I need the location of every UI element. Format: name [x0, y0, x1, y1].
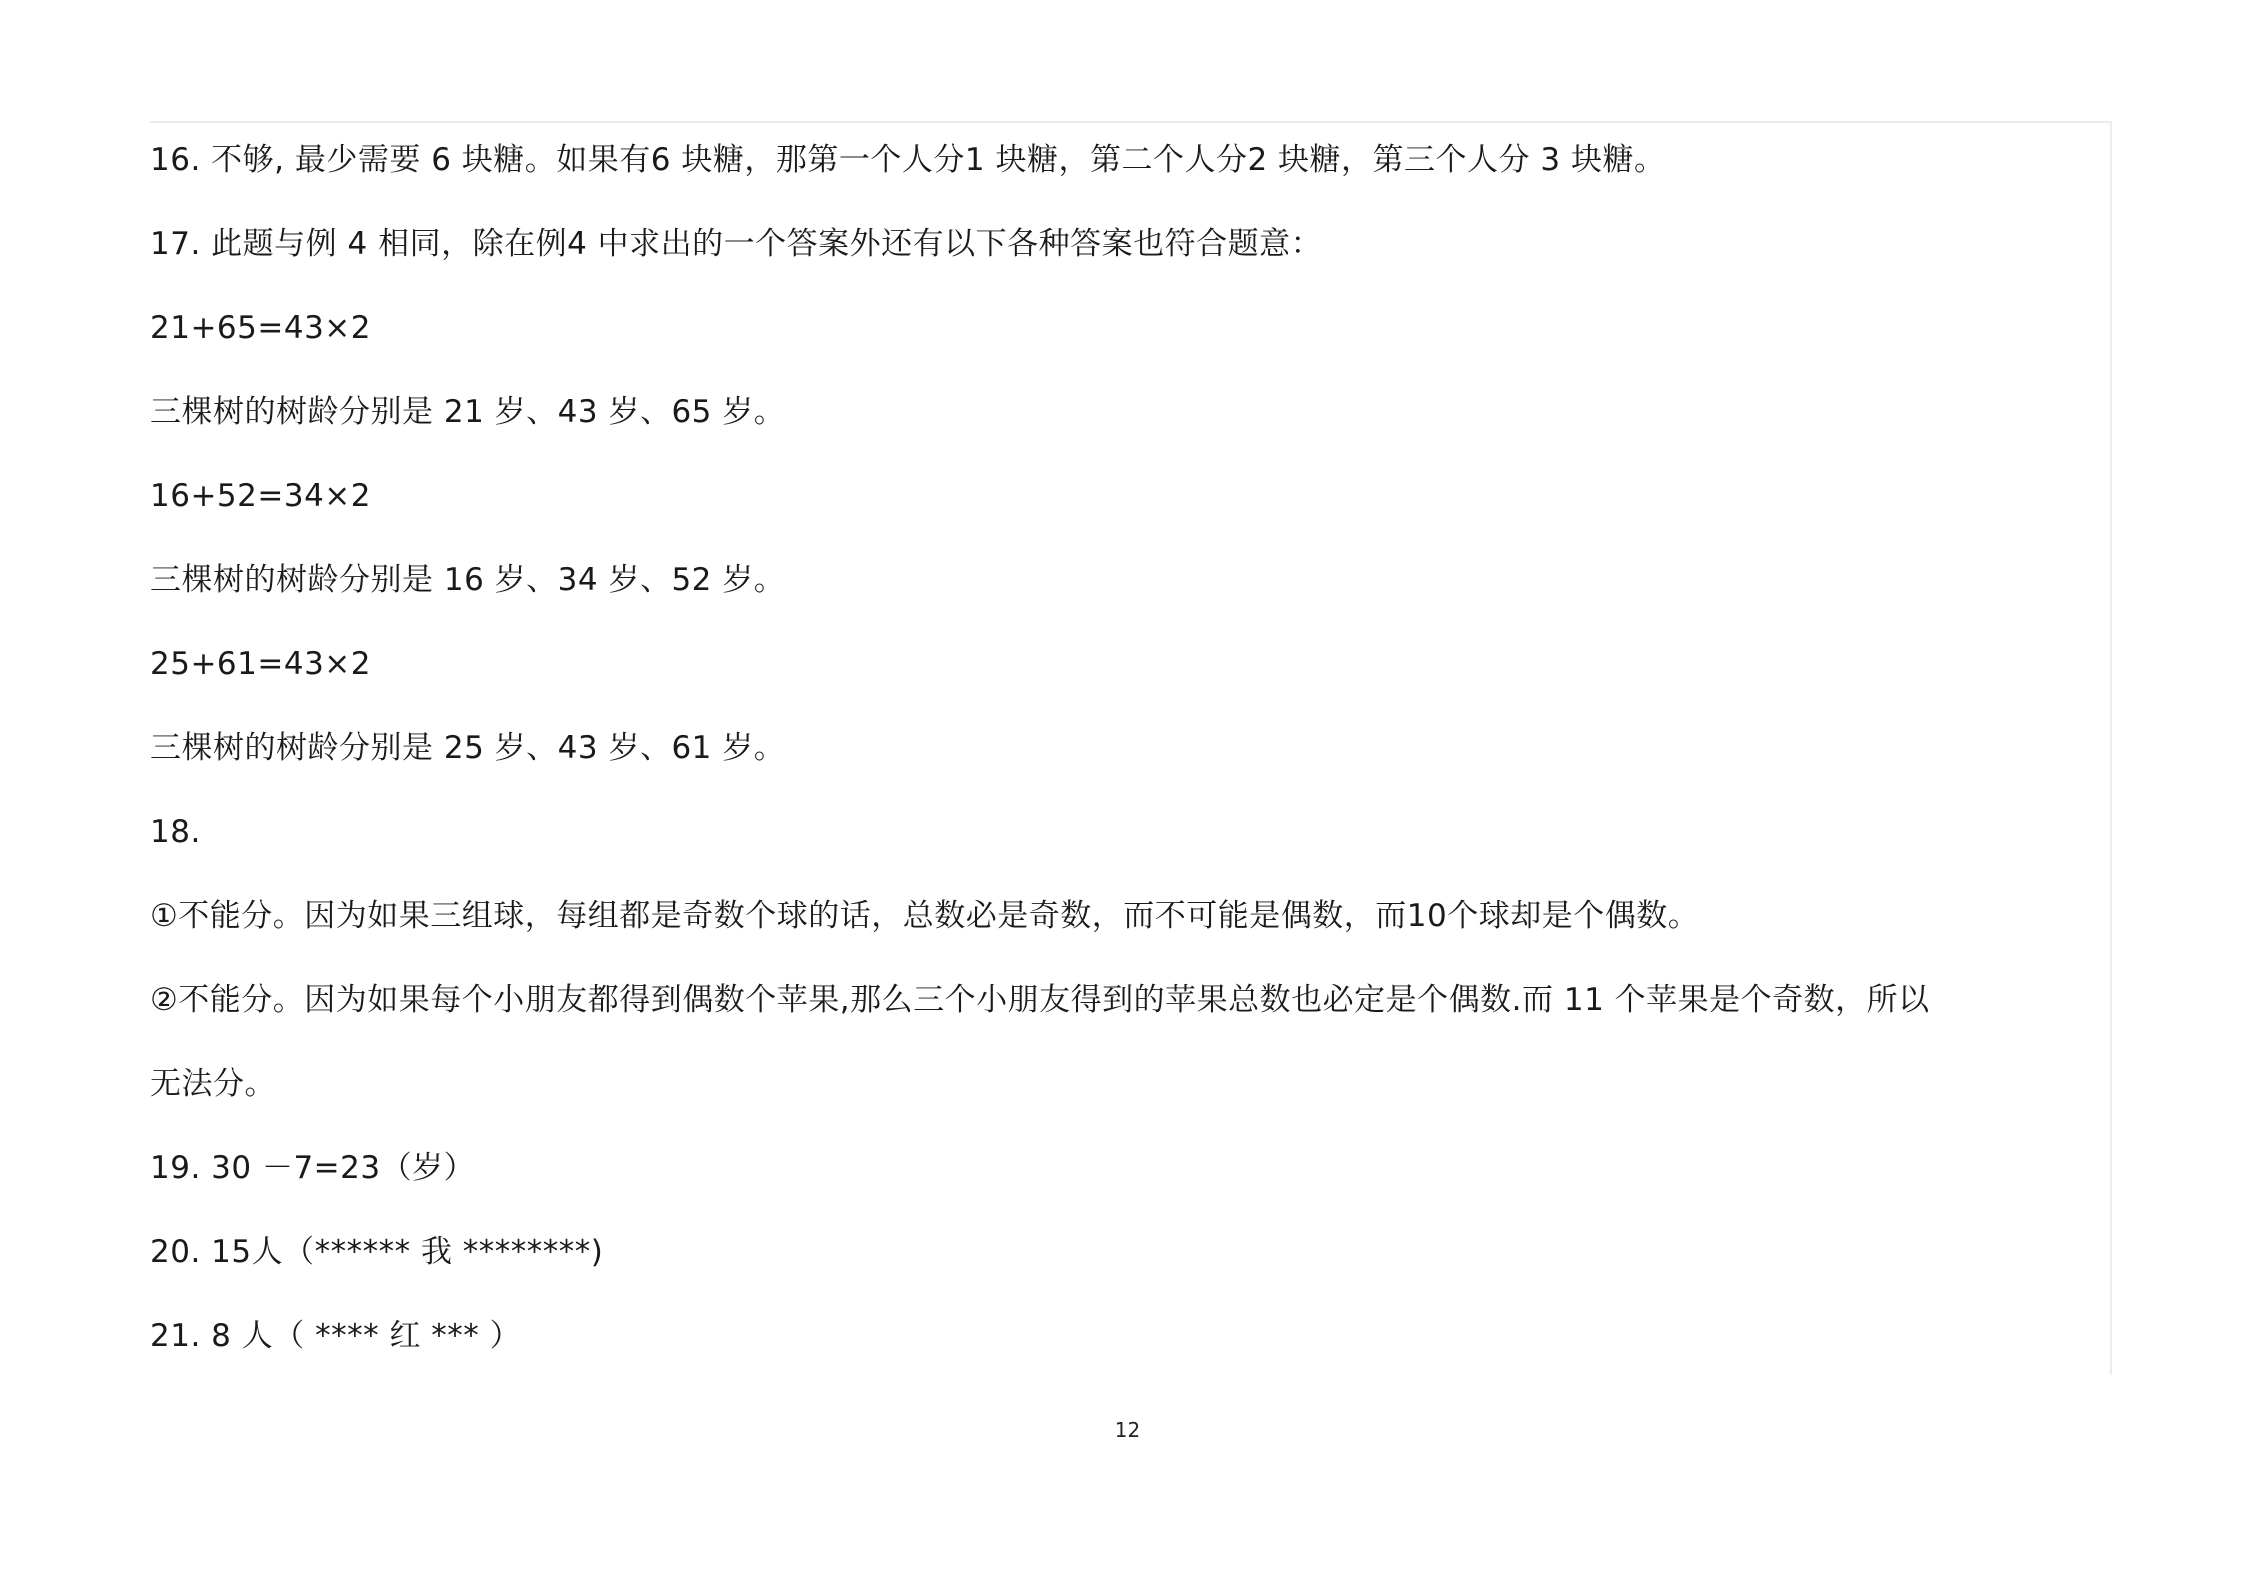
- page-frame-right-border: [2110, 121, 2112, 1375]
- page-frame-top-border: [150, 121, 2112, 123]
- tree-ages-line: 三棵树的树龄分别是 16 岁、34 岁、52 岁。: [150, 562, 786, 598]
- equation-line: 16+52=34×2: [150, 478, 371, 514]
- tree-ages-line: 三棵树的树龄分别是 25 岁、43 岁、61 岁。: [150, 730, 786, 766]
- equation-line: 25+61=43×2: [150, 646, 371, 682]
- answer-20-line: 20. 15人（****** 我 ********): [150, 1234, 604, 1270]
- tree-ages-line: 三棵树的树龄分别是 21 岁、43 岁、65 岁。: [150, 394, 786, 430]
- answer-18-heading: 18.: [150, 814, 201, 850]
- answer-19-line: 19. 30 －7=23（岁）: [150, 1150, 476, 1186]
- answer-18-part-1: ①不能分。因为如果三组球，每组都是奇数个球的话，总数必是奇数，而不可能是偶数，而10个球却是个偶数。: [150, 898, 1700, 934]
- answer-16-line: 16. 不够, 最少需要 6 块糖。如果有6 块糖，那第一个人分1 块糖，第二个人分2 块糖，第三个人分 3 块糖。: [150, 142, 1666, 178]
- page-number: 12: [1114, 1418, 1141, 1442]
- equation-line: 21+65=43×2: [150, 310, 371, 346]
- answer-18-part-2: ②不能分。因为如果每个小朋友都得到偶数个苹果,那么三个小朋友得到的苹果总数也必定是个偶数.而 11 个苹果是个奇数，所以: [150, 982, 1930, 1018]
- answer-18-part-2-continued: 无法分。: [150, 1066, 276, 1102]
- answer-21-line: 21. 8 人（ **** 红 *** ）: [150, 1318, 522, 1354]
- answer-17-line: 17. 此题与例 4 相同，除在例4 中求出的一个答案外还有以下各种答案也符合题意：: [150, 226, 1323, 262]
